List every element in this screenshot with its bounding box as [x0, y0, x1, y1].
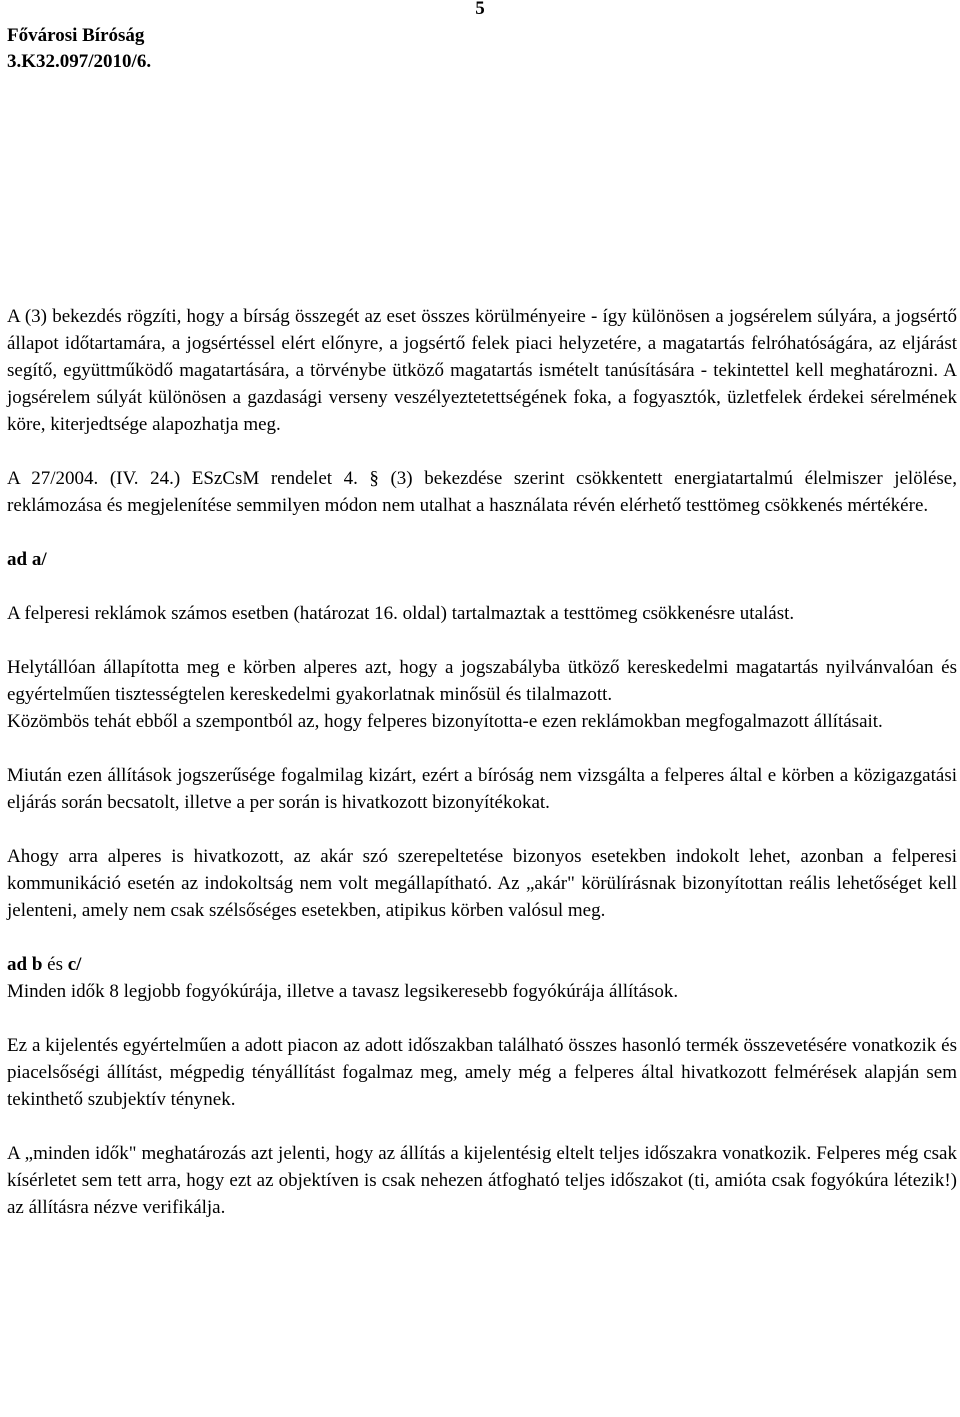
paragraph-claims-quote: Minden idők 8 legjobb fogyókúrája, illetve a tavasz legsikeresebb fogyókúrája állítások.	[7, 981, 679, 1002]
case-number: 3.K32.097/2010/6.	[7, 51, 152, 72]
heading-ad-b: ad b	[7, 954, 43, 975]
court-name: Fővárosi Bíróság	[7, 25, 145, 46]
paragraph-evidence: Miután ezen állítások jogszerűsége fogalmilag kizárt, ezért a bíróság nem vizsgálta a felperes által e körben a közigazgatási eljárás során becsatolt, illetve a per során is hivatkozott bizonyítékokat.	[7, 765, 957, 813]
paragraph-irrelevance: Közömbös tehát ebből a szempontból az, hogy felperes bizonyította-e ezen reklámokban megfogalmazott állításait.	[7, 711, 883, 732]
paragraph-market-leadership: Ez a kijelentés egyértelműen a adott piacon az adott időszakban található összes hasonló termék összevetésére vonatkozik és piacelsőségi állítást, mégpedig tényállítást fogalmaz meg, amely még a felperes által hivatkozott felmérések alapján sem tekinthető szubjektív ténynek.	[7, 1035, 957, 1110]
section-heading-ad-b-c	[7, 951, 957, 978]
paragraph-akar-word: Ahogy arra alperes is hivatkozott, az akár szó szerepeltetése bizonyos esetekben indokolt lehet, azonban a felperesi kommunikáció esetén az indokoltság nem volt megállapítható. Az „akár" körülírásnak bizonyítottan reális lehetőséget kell jelenteni, amely nem csak szélsőséges esetekben, atipikus körben valósul meg.	[7, 846, 957, 921]
paragraph-all-time: A „minden idők" meghatározás azt jelenti, hogy az állítás a kijelentésig eltelt teljes időszakra vonatkozik. Felperes még csak kísérletet sem tett arra, hogy ezt az objektíven is csak nehezen átfogható teljes időszakot (ti, amióta csak fogyókúra létezik!) az állításra nézve verifikálja.	[7, 1143, 957, 1218]
page-number: 5	[475, 0, 485, 19]
heading-c: c/	[67, 954, 82, 975]
paragraph-fine-criteria: A (3) bekezdés rögzíti, hogy a bírság összegét az eset összes körülményeire - így különösen a jogsérelem súlyára, a jogsértő állapot időtartamára, a jogsértéssel elért előnyre, a jogsértő felek piaci helyzetére, a magatartás felróhatóságára, az eljárást segítő, együttműködő magatartására, a törvénybe ütköző magatartás ismételt tanúsítására - tekintettel kell meghatározni. A jogsérelem súlyát különösen a gazdasági verseny veszélyeztetettségének foka, a fogyasztók, üzletfelek érdekei sérelmének köre, kiterjedtsége alapozhatja meg.	[7, 306, 957, 435]
paragraph-weight-loss-claims: A felperesi reklámok számos esetben (határozat 16. oldal) tartalmaztak a testtömeg csökkenésre utalást.	[7, 603, 795, 624]
section-heading-ad-a: ad a/	[7, 549, 47, 570]
paragraph-unfair-practice: Helytállóan állapította meg e körben alperes azt, hogy a jogszabályba ütköző kereskedelmi magatartás nyilvánvalóan és egyértelműen tisztességtelen kereskedelmi gyakorlatnak minősül és tilalmazott.	[7, 657, 957, 705]
document-body	[7, 303, 957, 1221]
document-header	[7, 23, 151, 75]
paragraph-regulation: A 27/2004. (IV. 24.) ESzCsM rendelet 4. § (3) bekezdése szerint csökkentett energiatartalmú élelmiszer jelölése, reklámozása és megjelenítése semmilyen módon nem utalhat a használata révén elérhető testtömeg csökkenés mértékére.	[7, 468, 957, 516]
heading-and: és	[42, 954, 68, 975]
